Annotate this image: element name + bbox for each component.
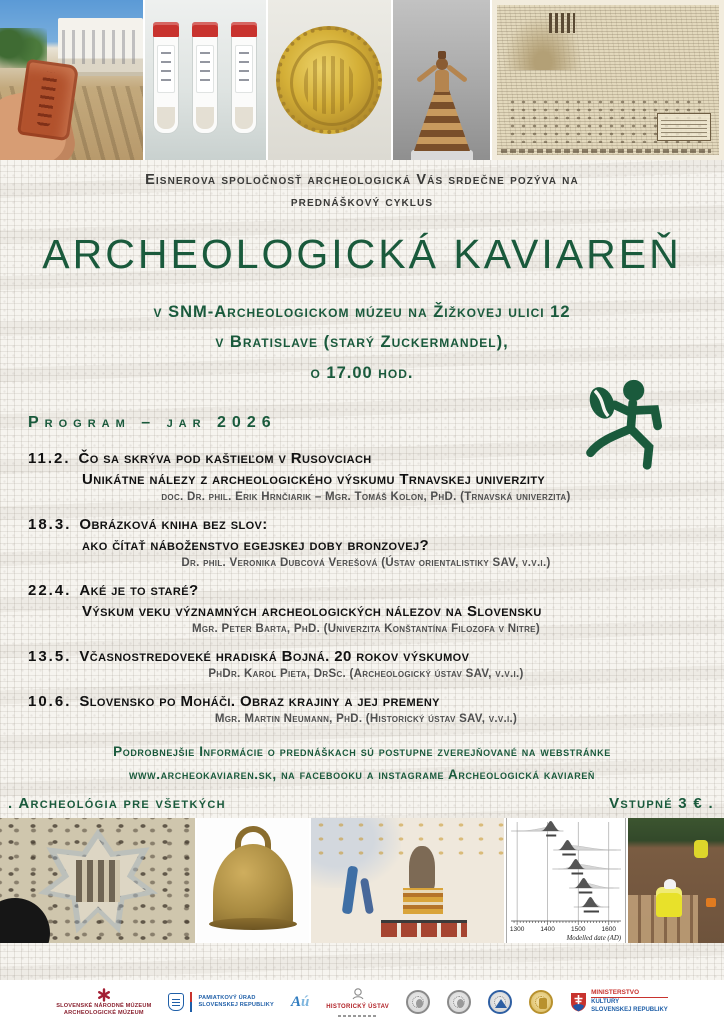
invitation-text <box>0 169 724 214</box>
fresco-photo <box>311 818 504 943</box>
ministerstvo-kultury-logo <box>570 989 668 1015</box>
goddess-arm-right <box>446 64 468 83</box>
gold-disc-photo <box>268 0 391 160</box>
ustav-orientalistiky-seal-icon <box>488 990 512 1014</box>
entry-title-text: Aké je to staré? <box>79 582 199 600</box>
tube-label <box>196 45 214 93</box>
hu-subline <box>338 1015 378 1017</box>
building-windows <box>62 30 140 64</box>
au-sav-monogram-icon: Aú <box>290 993 310 1010</box>
tube-label <box>157 45 175 93</box>
entry-date: 22.4. <box>28 582 72 600</box>
svg-text:1300: 1300 <box>509 926 525 934</box>
historian-figure-icon <box>351 988 365 1000</box>
entry-speaker: Mgr. Martin Neumann, PhD. (Historický ústav SAV, v.v.i.) <box>214 713 518 726</box>
top-photo-strip <box>0 0 724 160</box>
engraving-castle <box>549 13 575 33</box>
bottom-photo-strip <box>0 818 724 943</box>
slovak-coat-of-arms-icon <box>570 992 587 1012</box>
pamiatkovy-urad-logo <box>168 992 274 1012</box>
entry-date: 18.3. <box>28 516 72 534</box>
tube-label <box>235 45 253 93</box>
entry-speaker: Mgr. Peter Barta, PhD. (Univerzita Konštantína Filozofa v Nitre) <box>192 623 540 636</box>
tube-cap <box>192 22 218 37</box>
info-line1: Podrobnejšie Informácie o prednáškach sú postupne zverejňované na webstránke <box>113 744 611 760</box>
program-entry <box>28 580 704 635</box>
sample-tube <box>231 22 257 134</box>
pedestal <box>411 150 473 160</box>
tube-body <box>231 37 257 134</box>
goddess-skirt <box>414 89 470 151</box>
invitation-line2: prednáškový cyklus <box>290 194 434 211</box>
fortress-map-photo <box>0 818 195 943</box>
entry-title <box>28 646 704 667</box>
venue-line1: v SNM-Archeologickom múzeu na Žižkovej ulici 12 <box>153 302 571 321</box>
entry-date: 11.2. <box>28 450 71 468</box>
worker-hivis-vest <box>694 840 708 858</box>
trnavska-univerzita-seal-icon <box>406 990 430 1014</box>
tube-body <box>192 37 218 134</box>
entry-subtitle: ako čítať náboženstvo egejskej doby bronzovej? <box>82 537 430 555</box>
entry-title-text: Slovensko po Moháči. Obraz krajiny a jej premeny <box>79 693 440 711</box>
entry-title-text: Čo sa skrýva pod kaštieľom v Rusovciach <box>78 450 372 468</box>
fortress-core <box>76 860 120 902</box>
snake-goddess-photo <box>393 0 490 160</box>
goddess-torso <box>435 70 449 92</box>
entry-speaker: PhDr. Karol Pieta, DrSc. (Archeologický ústav SAV, v.v.i.) <box>208 668 524 681</box>
worker-hivis-vest <box>656 887 682 917</box>
goddess-head <box>436 58 448 70</box>
tube-powder <box>235 107 253 129</box>
tube-powder <box>196 107 214 129</box>
entry-fee: Vstupné 3 € . <box>609 795 714 813</box>
info-line2-website: www.archeokaviaren.sk, na facebooku a instagrame Archeologická kaviareň <box>128 767 596 783</box>
program-entry <box>28 691 704 725</box>
program-list <box>28 448 704 725</box>
worker-helmet <box>664 879 676 889</box>
entry-date: 10.6. <box>28 693 72 711</box>
sample-tube <box>153 22 179 134</box>
snm-logo <box>56 988 151 1017</box>
venue-line3: o 17.00 hod. <box>310 363 414 382</box>
svg-text:Modelled date (AD): Modelled date (AD) <box>566 935 621 943</box>
bottom-bar <box>8 795 714 812</box>
ukf-nitra-seal-icon <box>447 990 471 1014</box>
tube-cap <box>153 22 179 37</box>
tube-cap <box>231 22 257 37</box>
entry-title <box>28 580 704 601</box>
hu-label: HISTORICKÝ ÚSTAV <box>326 1003 390 1010</box>
entry-title <box>28 514 704 535</box>
heritage-shield-icon <box>168 993 184 1011</box>
svg-text:1600: 1600 <box>601 926 617 934</box>
venue-line2: v Bratislave (starý Zuckermandel), <box>215 333 509 352</box>
tube-powder <box>157 107 175 129</box>
invitation-line1: Eisnerova spoločnosť archeologická Vás srdečne pozýva na <box>145 172 579 188</box>
engraving-caption <box>501 149 711 153</box>
goddess-hat <box>438 51 446 59</box>
entry-date: 13.5. <box>28 648 72 666</box>
entry-title-text: Včasnostredoveké hradiská Bojná. 20 rokov výskumov <box>79 648 470 666</box>
entry-title <box>28 691 704 712</box>
archeokaviaren-figure-logo-icon <box>578 372 674 476</box>
entry-speaker: Dr. phil. Veronika Dubcová Verešová (Ústav orientalistiky SAV, v.v.i.) <box>181 557 551 570</box>
entry-speaker: doc. Dr. phil. Erik Hrnčiarik – Mgr. Tomáš Kolon, PhD. (Trnavská univerzita) <box>161 491 571 504</box>
program-header: Program – jar 2026 <box>28 414 277 432</box>
fresco-ochre-detail <box>403 888 443 914</box>
svg-text:1400: 1400 <box>540 926 555 934</box>
divider <box>190 992 192 1012</box>
orange-bucket <box>706 898 716 907</box>
fresco-motifs <box>311 818 504 860</box>
ministry-label-line3: SLOVENSKEJ REPUBLIKY <box>591 1007 668 1013</box>
entry-subtitle: Výskum veku významných archeologických nálezov na Slovensku <box>82 603 542 621</box>
historicky-ustav-logo <box>326 988 389 1017</box>
entry-title-text: Obrázková kniha bez slov: <box>79 516 268 534</box>
snm-asterisk-icon <box>97 988 111 1002</box>
numizmaticka-spolocnost-seal-icon <box>529 990 553 1014</box>
fresco-brick-row <box>381 923 467 937</box>
sample-tube <box>192 22 218 134</box>
page-title: ARCHEOLOGICKÁ KAVIAREŇ <box>42 230 682 277</box>
pu-label-line2: SLOVENSKEJ REPUBLIKY <box>198 1002 274 1008</box>
bronze-bell-photo <box>197 818 309 943</box>
bell-body <box>213 844 293 926</box>
program-entry <box>28 514 704 569</box>
snm-label-line2: ARCHEOLOGICKÉ MÚZEUM <box>63 1009 144 1016</box>
entry-subtitle: Unikátne nálezy z archeologického výskumu Trnavskej univerzity <box>82 471 546 489</box>
sample-tubes-photo <box>145 0 266 160</box>
pu-label-line1: PAMIATKOVÝ ÚRAD <box>198 995 256 1002</box>
snm-label-line1: SLOVENSKÉ NÁRODNÉ MÚZEUM <box>56 1002 152 1009</box>
partner-logo-bar <box>0 980 724 1024</box>
info-block <box>0 741 724 787</box>
radiocarbon-chart <box>506 818 626 943</box>
ministry-label-line2: KULTÚRY <box>591 999 620 1006</box>
historic-engraving-photo <box>492 0 724 160</box>
bell-lip <box>209 918 297 930</box>
archeologicky-ustav-logo <box>291 994 309 1011</box>
excavation-kastiel-photo <box>0 0 143 160</box>
program-entry <box>28 646 704 680</box>
slogan: . Archeológia pre všetkých <box>8 795 226 813</box>
svg-text:1500: 1500 <box>570 926 586 934</box>
engraving-legend-box <box>657 113 711 141</box>
tube-body <box>153 37 179 134</box>
fresco-woman <box>409 846 435 892</box>
disc-embossing <box>304 56 354 114</box>
ministry-label-line1: MINISTERSTVO <box>591 989 668 998</box>
dig-site-photo <box>628 818 724 943</box>
